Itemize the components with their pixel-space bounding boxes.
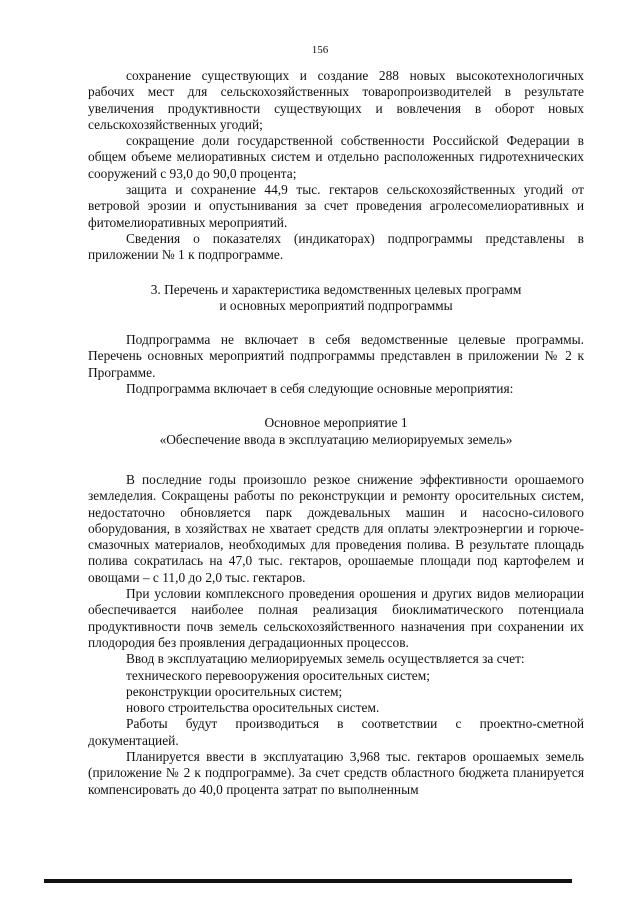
section-3-heading-line: и основных мероприятий подпрограммы	[219, 297, 453, 313]
section-3-paragraph: Подпрограмма включает в себя следующие основные мероприятия:	[126, 381, 514, 397]
page-number: 156	[311, 44, 329, 56]
measure-1-paragraph: Ввод в эксплуатацию мелиорируемых земель осуществляется за счет:	[126, 651, 525, 667]
measure-1-paragraph: При условии комплексного проведения орошения и других видов мелиорации обеспечивается наиболее полная реализация биоклиматического потенциала продуктивности почв земель сельскохозяйственного назначения при сохранении их плодородия без проявления деградационных процессов.	[88, 586, 584, 650]
measure-1-heading-line: «Обеспечение ввода в эксплуатацию мелиорируемых земель»	[159, 431, 513, 447]
measure-1-list-item: реконструкции оросительных систем;	[126, 683, 343, 699]
section-3-heading-line: 3. Перечень и характеристика ведомственных целевых программ	[150, 281, 522, 297]
measure-1-list-item: технического перевооружения оросительных систем;	[126, 667, 430, 683]
section-3-paragraph: Подпрограмма не включает в себя ведомственные целевые программы. Перечень основных мероприятий подпрограммы представлен в приложении № 2 к Программе.	[88, 332, 584, 380]
intro-paragraph: Сведения о показателях (индикаторах) подпрограммы представлены в приложении № 1 к подпрограмме.	[88, 230, 584, 263]
measure-1-paragraph: Работы будут производиться в соответствии с проектно-сметной документацией.	[88, 716, 584, 748]
measure-1-list-item: нового строительства оросительных систем.	[126, 700, 380, 716]
measure-1-paragraph: Планируется ввести в эксплуатацию 3,968 тыс. гектаров орошаемых земель (приложение № 2 к подпрограмме). За счет средств областного бюджета планируется компенсировать до 40,0 процента затрат по выполненным	[88, 748, 584, 797]
intro-paragraph: защита и сохранение 44,9 тыс. гектаров сельскохозяйственных угодий от ветровой эрозии и опустынивания за счет проведения агролесомелиоративных и фитомелиоративных мероприятий.	[88, 182, 584, 230]
measure-1-paragraph: В последние годы произошло резкое снижение эффективности орошаемого земледелия. Сокращены работы по реконструкции и ремонту оросительных систем, недостаточно обновляется парк дождевальных машин и насосно-силового оборудования, в хозяйствах не хватает средств для оплаты электроэнергии и горюче-смазочных материалов, необходимых для проведения полива. В результате площадь полива сократилась на 47,0 тыс. гектаров, орошаемые площади под картофелем и овощами – с 11,0 до 2,0 тыс. гектаров.	[88, 471, 584, 585]
measure-1-heading-line: Основное мероприятие 1	[264, 415, 408, 431]
document-body	[88, 68, 584, 798]
measure-1-heading	[88, 415, 584, 448]
section-3-heading	[88, 282, 584, 315]
intro-paragraph: сохранение существующих и создание 288 новых высокотехнологичных рабочих мест для сельскохозяйственных товаропроизводителей в результате увеличения продуктивности существующих и вовлечения в оборот новых сельскохозяйственных угодий;	[88, 68, 584, 132]
bottom-scan-border	[44, 879, 572, 883]
intro-paragraph: сокращение доли государственной собственности Российской Федерации в общем объеме мелиоративных систем и отдельно расположенных гидротехнических сооружений с 93,0 до 90,0 процента;	[88, 133, 584, 181]
